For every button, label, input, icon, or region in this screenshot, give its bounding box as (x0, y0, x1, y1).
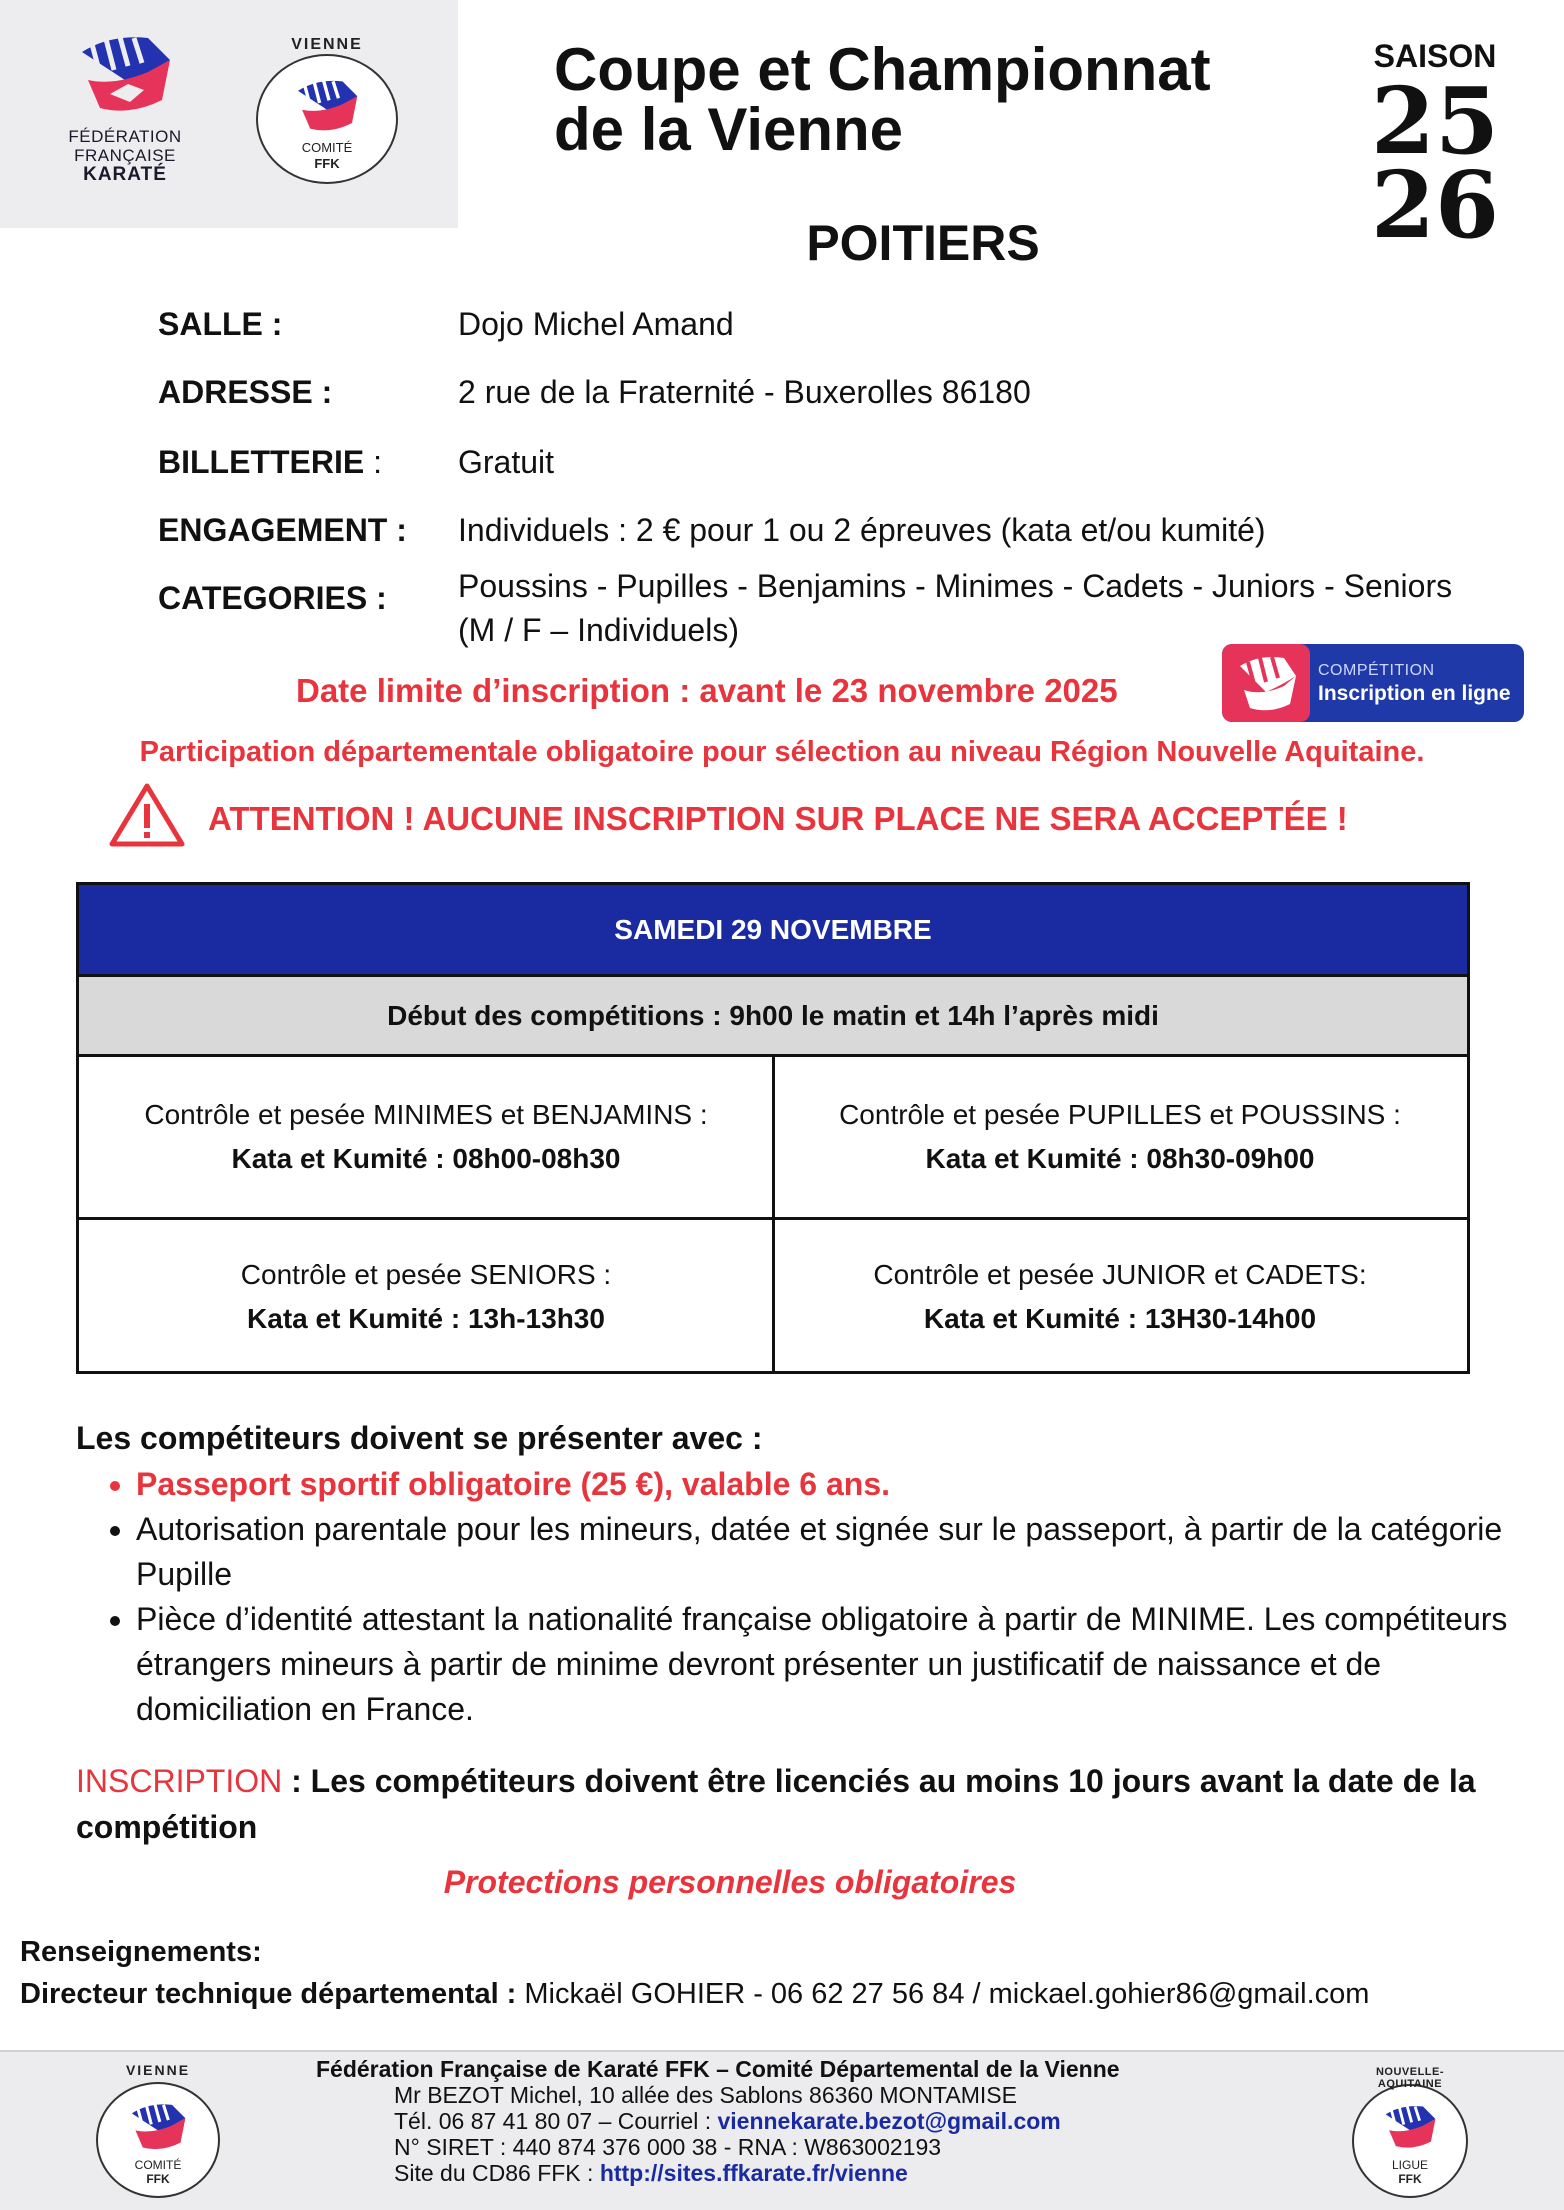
schedule-cell-title: Contrôle et pesée PUPILLES et POUSSINS : (839, 1099, 1401, 1130)
vienne-logo-top: VIENNE (291, 36, 363, 53)
contact-role: Directeur technique départemental : (20, 1978, 517, 2010)
karate-gi-icon (1377, 2102, 1443, 2154)
footer-line1: Fédération Française de Karaté FFK – Comité Départemental de la Vienne (316, 2056, 1120, 2082)
saison-label: SAISON (1373, 38, 1497, 74)
footer-email-link[interactable]: viennekarate.bezot@gmail.com (717, 2108, 1061, 2134)
schedule-day: SAMEDI 29 NOVEMBRE (79, 885, 1467, 977)
schedule-cell (773, 1057, 1467, 1217)
protections-note: Protections personnelles obligatoires (443, 1864, 1017, 1900)
schedule-cell-time: Kata et Kumité : 13H30-14h00 (923, 1303, 1317, 1334)
ffk-logo (60, 30, 190, 200)
saison-year2: 26 (1370, 151, 1500, 259)
schedule-cell (773, 1217, 1467, 1377)
title-line1: Coupe et Championnat (554, 36, 1211, 103)
info-value-adresse: 2 rue de la Fraternité - Buxerolles 86180 (458, 374, 1031, 410)
badge-line2: Inscription en ligne (1318, 682, 1511, 705)
footer-vienne-logo-top: VIENNE (125, 2062, 191, 2078)
schedule-cell-title: Contrôle et pesée SENIORS : (240, 1259, 612, 1290)
info-label-salle: SALLE : (158, 306, 283, 342)
ffk-logo-line2: FRANÇAISE (74, 146, 176, 165)
karate-gi-icon (287, 76, 367, 138)
list-item: • Passeport sportif obligatoire (25 €), valable 6 ans. (136, 1462, 1536, 1507)
footer-ligue-logo-bottom1: LIGUE (1391, 2158, 1428, 2172)
footer-site-label: Site du CD86 FFK : (394, 2160, 600, 2186)
karate-gi-icon (122, 2100, 194, 2156)
title-line2: de la Vienne (554, 96, 904, 163)
info-value-billetterie: Gratuit (458, 444, 555, 480)
karate-gi-icon (70, 30, 180, 122)
table-divider (772, 1057, 775, 1371)
list-item: • Pièce d’identité attestant la nationalité française obligatoire à partir de MINIME. Les compétiteurs étrangers mineurs à partir de minime devront présenter un justificatif de naissance et de domiciliation en France. (136, 1597, 1536, 1732)
footer-ligue-logo (1352, 2066, 1468, 2198)
contact-heading: Renseignements: (20, 1936, 262, 1968)
schedule-cell-title: Contrôle et pesée MINIMES et BENJAMINS : (144, 1099, 708, 1130)
warning-icon (108, 782, 186, 848)
schedule-cell (79, 1217, 773, 1377)
schedule-cell-title: Contrôle et pesée JUNIOR et CADETS: (873, 1259, 1367, 1290)
footer-line4: N° SIRET : 440 874 376 000 38 - RNA : W863002193 (394, 2134, 942, 2160)
info-label-adresse: ADRESSE : (158, 374, 333, 410)
schedule-start: Début des compétitions : 9h00 le matin et 14h l’après midi (79, 977, 1467, 1057)
list-item: • Autorisation parentale pour les mineurs, datée et signée sur le passeport, à partir de la catégorie Pupille (136, 1507, 1536, 1597)
contact-line (20, 1978, 1369, 2011)
deadline-text: Date limite d’inscription : avant le 23 novembre 2025 (296, 672, 1118, 709)
requirements-list (100, 1462, 1536, 1732)
badge-icon-bg (1222, 644, 1310, 722)
info-value-engagement: Individuels : 2 € pour 1 ou 2 épreuves (kata et/ou kumité) (458, 512, 1266, 548)
schedule-cell (79, 1057, 773, 1217)
badge-line1: COMPÉTITION (1318, 662, 1435, 679)
footer-vienne-logo-bottom1: COMITÉ (134, 2158, 182, 2172)
info-label-billetterie: BILLETTERIE (158, 444, 365, 480)
inscription-text: : Les compétiteurs doivent être licenciés au moins 10 jours avant la date de la compétition (76, 1763, 1476, 1845)
footer-ligue-logo-bottom2: FFK (1398, 2172, 1422, 2186)
info-value-categories-2: (M / F – Individuels) (458, 612, 739, 648)
vienne-logo-bottom2: FFK (314, 156, 340, 171)
info-value-salle: Dojo Michel Amand (458, 306, 734, 342)
footer-line3 (394, 2108, 1061, 2134)
footer-vienne-logo (96, 2062, 220, 2198)
info-label-engagement: ENGAGEMENT : (158, 512, 407, 548)
karate-gi-icon (1222, 644, 1310, 722)
participation-text: Participation départementale obligatoire pour sélection au niveau Région Nouvelle Aquitaine. (139, 736, 1425, 768)
footer-ligue-logo-top: NOUVELLE-AQUITAINE (1375, 2066, 1445, 2090)
ffk-logo-line3: KARATÉ (83, 164, 167, 185)
city-title: POITIERS (806, 215, 1040, 271)
table-divider (79, 1217, 1467, 1220)
footer-line5 (394, 2160, 908, 2186)
contact-details: Mickaël GOHIER - 06 62 27 56 84 / mickael.gohier86@gmail.com (516, 1978, 1370, 2010)
schedule-cell-time: Kata et Kumité : 08h30-09h00 (925, 1143, 1315, 1174)
page-title (554, 36, 1314, 163)
footer-line2: Mr BEZOT Michel, 10 allée des Sablons 86360 MONTAMISE (394, 2082, 1017, 2108)
inscription-note (76, 1758, 1496, 1850)
info-label-billetterie-suffix: : (364, 444, 382, 480)
vienne-committee-logo (256, 36, 398, 184)
info-label-billetterie-wrap (158, 444, 382, 481)
info-value-categories: Poussins - Pupilles - Benjamins - Minimes - Cadets - Juniors - Seniors (458, 568, 1453, 604)
footer-vienne-logo-bottom2: FFK (146, 2172, 170, 2186)
vienne-logo-bottom1: COMITÉ (301, 140, 353, 155)
footer-site-link[interactable]: http://sites.ffkarate.fr/vienne (599, 2160, 908, 2186)
schedule-cell-time: Kata et Kumité : 13h-13h30 (247, 1303, 605, 1334)
info-label-categories: CATEGORIES : (158, 580, 387, 616)
requirements-title: Les compétiteurs doivent se présenter avec : (76, 1420, 763, 1456)
online-registration-badge[interactable] (1222, 644, 1524, 722)
inscription-label: INSCRIPTION (76, 1763, 283, 1799)
ffk-logo-line1: FÉDÉRATION (68, 127, 182, 146)
attention-text: ATTENTION ! AUCUNE INSCRIPTION SUR PLACE NE SERA ACCEPTÉE ! (208, 800, 1348, 837)
schedule-cell-time: Kata et Kumité : 08h00-08h30 (231, 1143, 621, 1174)
schedule-table (76, 882, 1470, 1374)
saison-year1: 25 (1370, 67, 1500, 175)
footer-phone: Tél. 06 87 41 80 07 – Courriel : (394, 2108, 718, 2134)
